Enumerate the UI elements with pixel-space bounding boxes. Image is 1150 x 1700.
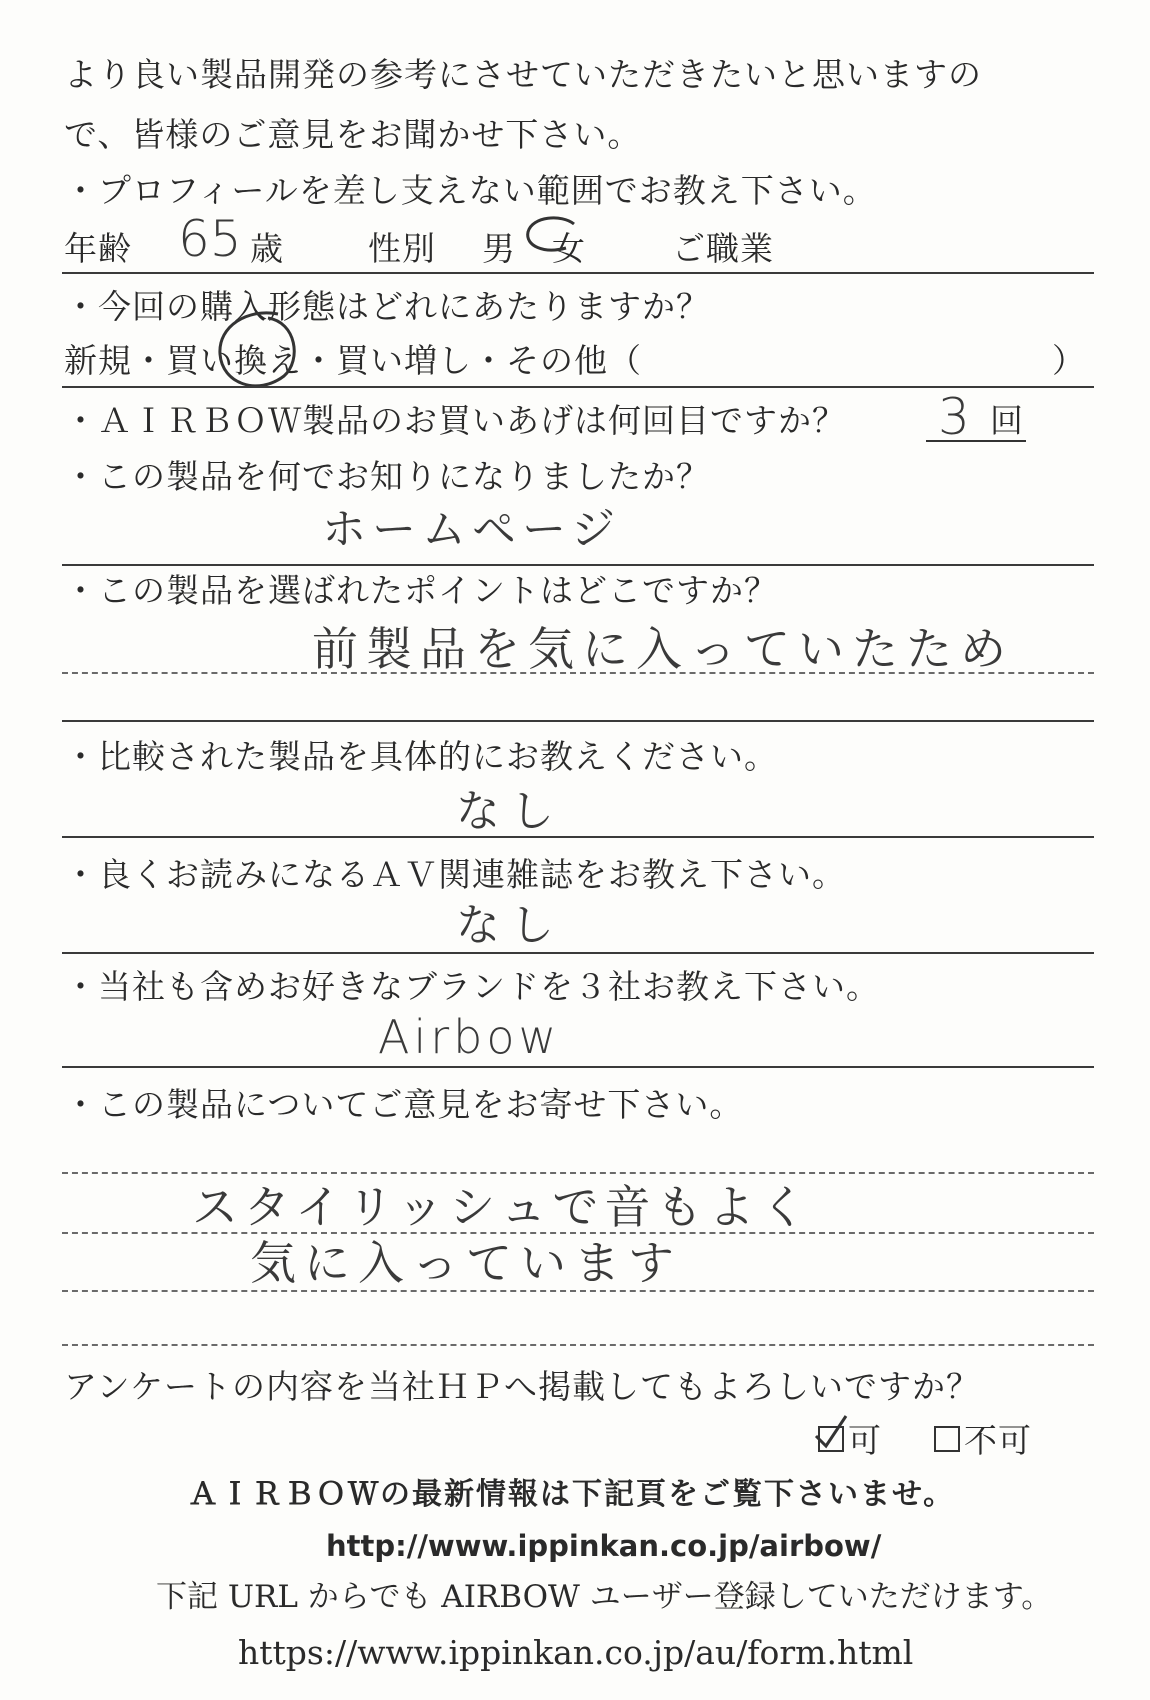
magazines-question: ・良くお読みになるＡＶ関連雑誌をお教え下さい。 — [64, 855, 846, 894]
how-known-answer: ホームページ — [322, 504, 622, 555]
selection-point-answer: 前製品を気に入っていたため — [312, 622, 1014, 676]
divider — [62, 1066, 1094, 1068]
age-unit: 歳 — [250, 229, 284, 268]
answer-line — [62, 672, 1094, 674]
profile-question: ・プロフィールを差し支えない範囲でお教え下さい。 — [64, 171, 877, 210]
how-known-question: ・この製品を何でお知りになりましたか？ — [64, 457, 710, 496]
publish-ok-checkbox[interactable] — [818, 1426, 844, 1452]
gender-label: 性別 — [368, 229, 436, 268]
purchase-count-value: 3 — [938, 388, 970, 446]
compared-products-answer: なし — [456, 786, 564, 837]
purchase-count-unit: 回 — [990, 401, 1024, 440]
purchase-type-question: ・今回の購入形態はどれにあたりますか？ — [64, 287, 710, 326]
count-underline — [926, 440, 1026, 442]
age-value: 65 — [178, 210, 242, 268]
divider — [62, 952, 1094, 954]
purchase-count-question: ・ＡＩＲＢＯＷ製品のお買いあげは何回目ですか？ — [64, 401, 846, 440]
publish-ok-label: 可 — [848, 1421, 882, 1460]
answer-line — [62, 1344, 1094, 1346]
female-selection-circle — [522, 212, 582, 258]
occupation-label: ご職業 — [672, 229, 774, 268]
checkmark-icon — [812, 1414, 848, 1450]
answer-line — [62, 1172, 1094, 1174]
divider — [62, 720, 1094, 722]
magazines-answer: なし — [456, 900, 564, 951]
footer-register-text: 下記 URL からでも AIRBOW ユーザー登録していただけます。 — [156, 1579, 1053, 1615]
brands-answer: Airbow — [378, 1010, 561, 1064]
intro-line-1: より良い製品開発の参考にさせていただきたいと思いますの — [64, 55, 982, 94]
opinion-question: ・この製品についてご意見をお寄せ下さい。 — [64, 1085, 744, 1124]
divider — [62, 564, 1094, 566]
answer-line — [62, 1290, 1094, 1292]
selection-point-question: ・この製品を選ばれたポイントはどこですか？ — [64, 571, 778, 610]
brands-question: ・当社も含めお好きなブランドを３社お教え下さい。 — [64, 967, 880, 1006]
compared-products-question: ・比較された製品を具体的にお教えください。 — [64, 737, 778, 776]
footer-url-2[interactable]: https://www.ippinkan.co.jp/au/form.html — [238, 1633, 914, 1672]
divider — [62, 836, 1094, 838]
purchase-type-options: 新規・買い換え・買い増し・その他（ — [64, 341, 642, 380]
divider — [62, 272, 1094, 274]
publish-ng-checkbox[interactable] — [934, 1426, 960, 1452]
intro-line-2: で、皆様のご意見をお聞かせ下さい。 — [64, 115, 642, 154]
publish-ng-label: 不可 — [964, 1421, 1032, 1460]
publish-question: アンケートの内容を当社ＨＰへ掲載してもよろしいですか？ — [64, 1367, 981, 1406]
age-label: 年齢 — [64, 229, 132, 268]
opinion-answer-line-1: スタイリッシュで音もよく — [192, 1180, 813, 1234]
footer-url-1[interactable]: http://www.ippinkan.co.jp/airbow/ — [326, 1529, 882, 1563]
footer-notice: ＡＩＲＢＯＷの最新情報は下記頁をご覧下さいませ。 — [188, 1477, 956, 1512]
gender-female: 女 — [552, 229, 586, 268]
purchase-type-close-paren: ） — [1052, 341, 1086, 380]
opinion-answer-line-2: 気に入っています — [250, 1236, 682, 1290]
answer-line — [62, 1232, 1094, 1234]
gender-male: 男 — [482, 229, 516, 268]
